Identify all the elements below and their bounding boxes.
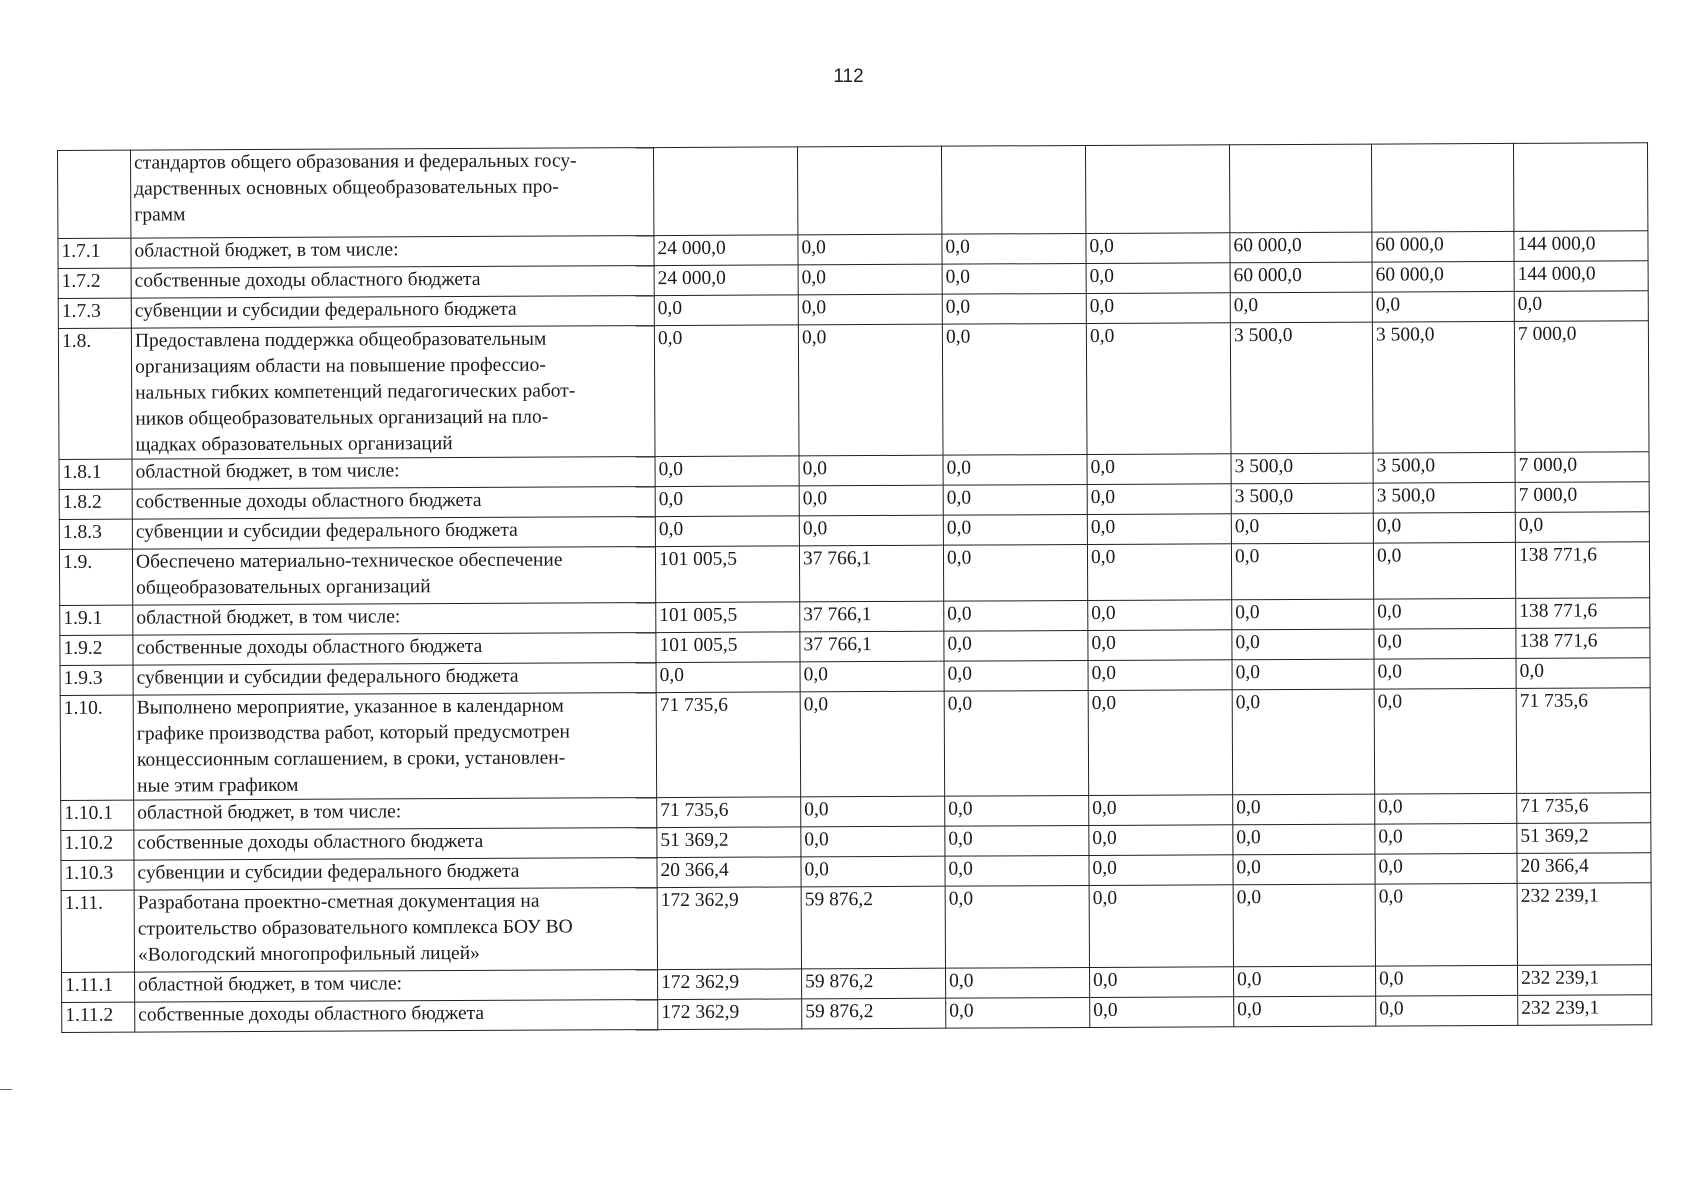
value-cell-col-2024: 101 005,5	[656, 602, 800, 633]
value-cell-col-2024: 24 000,0	[654, 265, 798, 296]
row-code: 1.10.3	[61, 860, 134, 890]
value-cell-col-total: 138 771,6	[1515, 542, 1649, 599]
value-cell-col-2025: 0,0	[801, 856, 945, 887]
table-row	[59, 542, 1649, 606]
row-description: собственные доходы областного бюджета	[133, 633, 656, 666]
value-cell-col-2026: 0,0	[944, 630, 1088, 661]
row-code: 1.9.	[59, 549, 132, 605]
value-cell-col-2029: 0,0	[1372, 291, 1514, 322]
value-cell-col-total: 7 000,0	[1514, 321, 1649, 453]
value-cell-col-2024: 172 362,9	[657, 887, 801, 970]
value-cell-col-2026: 0,0	[945, 825, 1089, 856]
value-cell-col-total: 0,0	[1516, 658, 1650, 689]
row-description: собственные доходы областного бюджета	[132, 487, 655, 520]
value-cell-col-2024: 71 735,6	[656, 692, 801, 798]
row-description: субвенции и субсидии федерального бюджета	[133, 663, 656, 696]
value-cell-col-2026: 0,0	[942, 263, 1086, 294]
value-cell-col-2025: 37 766,1	[800, 601, 944, 632]
value-cell-col-2029: 3 500,0	[1373, 452, 1515, 483]
value-cell-col-2027: 0,0	[1090, 967, 1234, 998]
value-cell-col-2026: 0,0	[943, 454, 1087, 485]
value-cell-col-2028: 0,0	[1233, 884, 1375, 967]
row-description: областной бюджет, в том числе:	[135, 970, 658, 1003]
row-code: 1.7.1	[58, 238, 131, 268]
table-row	[62, 995, 1652, 1033]
value-cell-col-2028: 0,0	[1230, 292, 1372, 323]
row-description: Разработана проектно-сметная документация на строительство образовательного комплекса БОУ ВО «Вологодский многопрофильный лицей»	[134, 888, 657, 973]
row-description: Выполнено мероприятие, указанное в календарном графике производства работ, который предусмотрен концессионным соглашением, в сроки, установлен- ные этим графиком	[133, 693, 657, 801]
value-cell-col-total: 71 735,6	[1517, 793, 1651, 824]
value-cell-col-2027: 0,0	[1088, 630, 1232, 661]
value-cell-col-2029: 0,0	[1373, 512, 1515, 543]
value-cell-col-2027: 0,0	[1088, 660, 1232, 691]
value-cell-col-2027: 0,0	[1086, 293, 1230, 324]
table-row	[60, 688, 1650, 801]
row-code: 1.10.	[60, 695, 134, 800]
value-cell-col-2028: 0,0	[1234, 966, 1376, 997]
value-cell-col-2029: 0,0	[1375, 853, 1517, 884]
value-cell-col-total: 138 771,6	[1516, 598, 1650, 629]
value-cell-col-2026: 0,0	[945, 795, 1089, 826]
value-cell-col-2027: 0,0	[1087, 514, 1231, 545]
value-cell-col-2025: 0,0	[800, 691, 945, 797]
value-cell-col-2028: 0,0	[1234, 996, 1376, 1027]
value-cell-col-2027	[1085, 145, 1229, 234]
value-cell-col-total: 0,0	[1515, 512, 1649, 543]
value-cell-col-2027: 0,0	[1088, 690, 1233, 796]
value-cell-col-2028: 3 500,0	[1230, 322, 1373, 454]
value-cell-col-2029: 0,0	[1374, 628, 1516, 659]
value-cell-col-2025: 0,0	[801, 826, 945, 857]
value-cell-col-2025: 59 876,2	[801, 886, 945, 969]
value-cell-col-2029: 0,0	[1374, 658, 1516, 689]
budget-table-body	[58, 143, 1652, 1033]
row-description: областной бюджет, в том числе:	[133, 603, 656, 636]
row-description: субвенции и субсидии федерального бюджета	[131, 296, 654, 329]
row-description: собственные доходы областного бюджета	[135, 1000, 658, 1033]
value-cell-col-2024: 101 005,5	[656, 632, 800, 663]
value-cell-col-2029: 0,0	[1375, 823, 1517, 854]
row-description: субвенции и субсидии федерального бюджета	[132, 517, 655, 550]
budget-table	[57, 142, 1652, 1033]
value-cell-col-2027: 0,0	[1086, 323, 1231, 455]
value-cell-col-2027: 0,0	[1089, 855, 1233, 886]
value-cell-col-2028: 0,0	[1232, 599, 1374, 630]
value-cell-col-total: 7 000,0	[1515, 482, 1649, 513]
value-cell-col-2026	[941, 145, 1085, 234]
value-cell-col-2027: 0,0	[1086, 263, 1230, 294]
value-cell-col-2024: 20 366,4	[657, 857, 801, 888]
value-cell-col-total: 144 000,0	[1514, 231, 1648, 262]
value-cell-col-2027: 0,0	[1087, 544, 1231, 601]
value-cell-col-2028: 0,0	[1232, 689, 1375, 795]
row-code: 1.8.	[58, 328, 132, 459]
row-description: областной бюджет, в том числе:	[134, 798, 657, 831]
row-code: 1.7.3	[58, 298, 131, 328]
value-cell-col-2029: 0,0	[1376, 965, 1518, 996]
value-cell-col-2027: 0,0	[1087, 484, 1231, 515]
table-row	[58, 143, 1648, 239]
value-cell-col-2026: 0,0	[943, 514, 1087, 545]
value-cell-col-2029: 3 500,0	[1373, 482, 1515, 513]
value-cell-col-2024: 101 005,5	[655, 546, 799, 603]
value-cell-col-total: 71 735,6	[1516, 688, 1651, 794]
value-cell-col-2024: 0,0	[655, 486, 799, 517]
value-cell-col-total: 232 239,1	[1518, 995, 1652, 1026]
value-cell-col-2026: 0,0	[946, 997, 1090, 1028]
value-cell-col-2026: 0,0	[945, 855, 1089, 886]
value-cell-col-2029: 0,0	[1375, 793, 1517, 824]
value-cell-col-2025: 0,0	[798, 324, 943, 456]
value-cell-col-2024: 0,0	[655, 456, 799, 487]
value-cell-col-2024: 172 362,9	[658, 969, 802, 1000]
value-cell-col-2026: 0,0	[943, 544, 1087, 601]
value-cell-col-2028: 60 000,0	[1230, 232, 1372, 263]
row-code: 1.10.2	[61, 830, 134, 860]
value-cell-col-2025: 59 876,2	[802, 968, 946, 999]
row-code: 1.8.1	[59, 459, 132, 489]
page-number: 112	[833, 66, 864, 87]
value-cell-col-2026: 0,0	[945, 885, 1089, 968]
value-cell-col-2028: 0,0	[1233, 824, 1375, 855]
value-cell-col-total: 232 239,1	[1518, 965, 1652, 996]
row-description: Обеспечено материально-техническое обеспечение общеобразовательных организаций	[132, 547, 655, 606]
row-code: 1.9.3	[60, 665, 133, 695]
value-cell-col-2026: 0,0	[946, 967, 1090, 998]
value-cell-col-2027: 0,0	[1090, 997, 1234, 1028]
value-cell-col-2026: 0,0	[944, 690, 1089, 796]
value-cell-col-2027: 0,0	[1089, 795, 1233, 826]
value-cell-col-2026: 0,0	[943, 484, 1087, 515]
value-cell-col-2029: 0,0	[1376, 995, 1518, 1026]
row-code: 1.7.2	[58, 268, 131, 298]
row-description: стандартов общего образования и федеральных госу- дарственных основных общеобразовательных про- грамм	[131, 148, 654, 239]
row-code: 1.11.1	[62, 972, 135, 1002]
row-code: 1.10.1	[61, 800, 134, 830]
value-cell-col-2024: 24 000,0	[654, 235, 798, 266]
value-cell-col-2028: 3 500,0	[1231, 483, 1373, 514]
value-cell-col-2025: 0,0	[798, 264, 942, 295]
value-cell-col-total	[1513, 143, 1647, 232]
value-cell-col-2028: 0,0	[1232, 659, 1374, 690]
row-description: областной бюджет, в том числе:	[132, 457, 655, 490]
row-code: 1.11.	[61, 890, 134, 972]
value-cell-col-2028: 0,0	[1231, 513, 1373, 544]
value-cell-col-2026: 0,0	[942, 293, 1086, 324]
value-cell-col-2029: 60 000,0	[1372, 231, 1514, 262]
value-cell-col-2024: 51 369,2	[657, 827, 801, 858]
row-code: 1.11.2	[62, 1002, 135, 1032]
value-cell-col-2029: 0,0	[1374, 598, 1516, 629]
value-cell-col-2028: 0,0	[1231, 543, 1373, 600]
row-description: собственные доходы областного бюджета	[134, 828, 657, 861]
value-cell-col-2028: 0,0	[1233, 794, 1375, 825]
value-cell-col-2025: 0,0	[801, 796, 945, 827]
row-description: субвенции и субсидии федерального бюджета	[134, 858, 657, 891]
value-cell-col-total: 51 369,2	[1517, 823, 1651, 854]
row-code: 1.9.1	[60, 605, 133, 635]
value-cell-col-total: 0,0	[1514, 291, 1648, 322]
value-cell-col-2025: 0,0	[799, 515, 943, 546]
value-cell-col-2024: 71 735,6	[657, 797, 801, 828]
value-cell-col-2027: 0,0	[1089, 885, 1233, 968]
table-row	[61, 883, 1651, 973]
value-cell-col-2029: 0,0	[1375, 883, 1517, 966]
value-cell-col-2027: 0,0	[1089, 825, 1233, 856]
value-cell-col-2026: 0,0	[942, 233, 1086, 264]
value-cell-col-2027: 0,0	[1086, 233, 1230, 264]
value-cell-col-2028	[1229, 144, 1371, 233]
value-cell-col-total: 232 239,1	[1517, 883, 1651, 966]
row-code	[58, 150, 131, 238]
value-cell-col-2024	[653, 147, 797, 236]
value-cell-col-2027: 0,0	[1087, 454, 1231, 485]
value-cell-col-total: 138 771,6	[1516, 628, 1650, 659]
row-code: 1.8.2	[59, 489, 132, 519]
value-cell-col-total: 144 000,0	[1514, 261, 1648, 292]
value-cell-col-2024: 0,0	[654, 295, 798, 326]
value-cell-col-2026: 0,0	[944, 660, 1088, 691]
row-code: 1.9.2	[60, 635, 133, 665]
row-description: Предоставлена поддержка общеобразовательным организациям области на повышение профессио- нальных гибких компетенций педагогических работ- ников общеобразовательных организаций на пло- щадках образовательных организаций	[131, 326, 655, 460]
row-code: 1.8.3	[59, 519, 132, 549]
value-cell-col-2026: 0,0	[942, 323, 1087, 455]
value-cell-col-2028: 3 500,0	[1231, 453, 1373, 484]
table-row	[58, 321, 1649, 460]
row-description: областной бюджет, в том числе:	[131, 236, 654, 269]
value-cell-col-total: 7 000,0	[1515, 452, 1649, 483]
budget-table-sheet	[57, 142, 1651, 1033]
value-cell-col-2025: 37 766,1	[800, 631, 944, 662]
value-cell-col-2025: 0,0	[800, 661, 944, 692]
value-cell-col-2028: 0,0	[1233, 854, 1375, 885]
value-cell-col-2029	[1371, 143, 1513, 232]
value-cell-col-2024: 172 362,9	[658, 999, 802, 1030]
value-cell-col-2025: 0,0	[799, 485, 943, 516]
value-cell-col-2028: 60 000,0	[1230, 262, 1372, 293]
value-cell-col-2024: 0,0	[655, 516, 799, 547]
value-cell-col-2029: 0,0	[1374, 688, 1517, 794]
value-cell-col-2025: 0,0	[798, 234, 942, 265]
value-cell-col-2029: 0,0	[1373, 542, 1515, 599]
value-cell-col-2025	[797, 146, 941, 235]
value-cell-col-2029: 60 000,0	[1372, 261, 1514, 292]
value-cell-col-2028: 0,0	[1232, 629, 1374, 660]
value-cell-col-2024: 0,0	[654, 325, 799, 457]
value-cell-col-2026: 0,0	[944, 600, 1088, 631]
value-cell-col-2025: 0,0	[799, 455, 943, 486]
value-cell-col-total: 20 366,4	[1517, 853, 1651, 884]
value-cell-col-2024: 0,0	[656, 662, 800, 693]
value-cell-col-2025: 37 766,1	[799, 545, 943, 602]
margin-mark	[0, 1089, 12, 1090]
value-cell-col-2025: 0,0	[798, 294, 942, 325]
value-cell-col-2029: 3 500,0	[1372, 321, 1515, 453]
value-cell-col-2025: 59 876,2	[802, 998, 946, 1029]
value-cell-col-2027: 0,0	[1088, 600, 1232, 631]
row-description: собственные доходы областного бюджета	[131, 266, 654, 299]
